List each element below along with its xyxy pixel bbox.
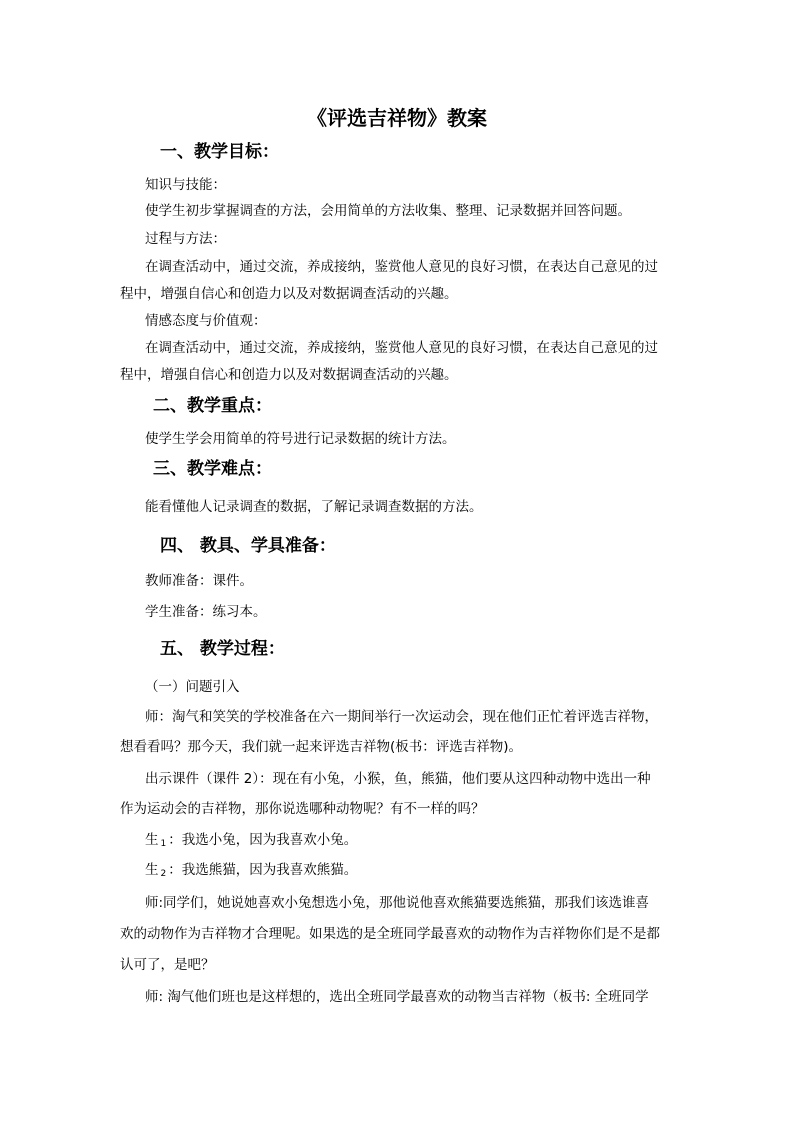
para3-line1: 师:同学们，她说她喜欢小兔想选小兔，那他说他喜欢熊猫要选熊猫，那我们该选谁喜 xyxy=(145,895,650,911)
para1-line2: 想看看吗？那今天，我们就一起来评选吉祥物(板书：评选吉祥物)。 xyxy=(120,739,523,755)
student2-text: ：我选熊猫，因为我喜欢熊猫。 xyxy=(168,862,358,878)
subheading-intro: （一）问题引入 xyxy=(145,679,240,695)
label-attitude: 情感态度与价值观： xyxy=(145,313,267,329)
text-key-points: 使学生学会用简单的符号进行记录数据的统计方法。 xyxy=(145,431,456,447)
label-process: 过程与方法： xyxy=(145,231,226,247)
document-title: 《评选吉祥物》教案 xyxy=(307,106,487,130)
student1-text: ：我选小兔，因为我喜欢小兔。 xyxy=(168,832,358,848)
para3-line3: 认可了，是吧？ xyxy=(120,957,215,973)
text-process-line1: 在调查活动中，通过交流，养成接纳，鉴赏他人意见的良好习惯，在表达自己意见的过 xyxy=(145,259,658,275)
heading-process: 五、 教学过程： xyxy=(160,639,285,659)
student1-subscript: 1 xyxy=(160,839,167,849)
para2-line2: 作为运动会的吉祥物，那你说选哪种动物呢？有不一样的吗？ xyxy=(120,801,485,817)
text-attitude-line1: 在调查活动中，通过交流，养成接纳，鉴赏他人意见的良好习惯，在表达自己意见的过 xyxy=(145,340,658,356)
text-difficulties: 能看懂他人记录调查的数据，了解记录调查数据的方法。 xyxy=(145,499,483,515)
student1-line xyxy=(145,829,357,855)
heading-objectives: 一、教学目标： xyxy=(160,142,279,162)
para4-line1: 师: 淘气他们班也是这样想的，选出全班同学最喜欢的动物当吉祥物（板书: 全班同学 xyxy=(145,989,649,1005)
student1-prefix: 生 xyxy=(145,832,159,848)
text-process-line2: 程中，增强自信心和创造力以及对数据调查活动的兴趣。 xyxy=(120,286,458,302)
heading-key-points: 二、教学重点： xyxy=(153,396,272,416)
text-teacher-prep: 教师准备：课件。 xyxy=(145,573,253,589)
student2-prefix: 生 xyxy=(145,862,159,878)
heading-difficulties: 三、教学难点： xyxy=(153,459,272,479)
text-student-prep: 学生准备：练习本。 xyxy=(145,604,267,620)
para3-line2: 欢的动物作为吉祥物才合理呢。如果选的是全班同学最喜欢的动物作为吉祥物你们是不是都 xyxy=(120,926,660,942)
label-knowledge: 知识与技能： xyxy=(145,177,226,193)
student2-subscript: 2 xyxy=(160,869,167,879)
student2-line xyxy=(145,859,357,885)
text-attitude-line2: 程中，增强自信心和创造力以及对数据调查活动的兴趣。 xyxy=(120,367,458,383)
heading-materials: 四、 教具、学具准备： xyxy=(160,536,336,556)
para2-line1: 出示课件（课件 2）：现在有小兔，小猴，鱼，熊猫，他们要从这四种动物中选出一种 xyxy=(145,771,651,787)
para1-line1: 师：淘气和笑笑的学校准备在六一期间举行一次运动会，现在他们正忙着评选吉祥物， xyxy=(145,709,658,725)
text-knowledge: 使学生初步掌握调查的方法，会用简单的方法收集、整理、记录数据并回答问题。 xyxy=(145,203,631,219)
